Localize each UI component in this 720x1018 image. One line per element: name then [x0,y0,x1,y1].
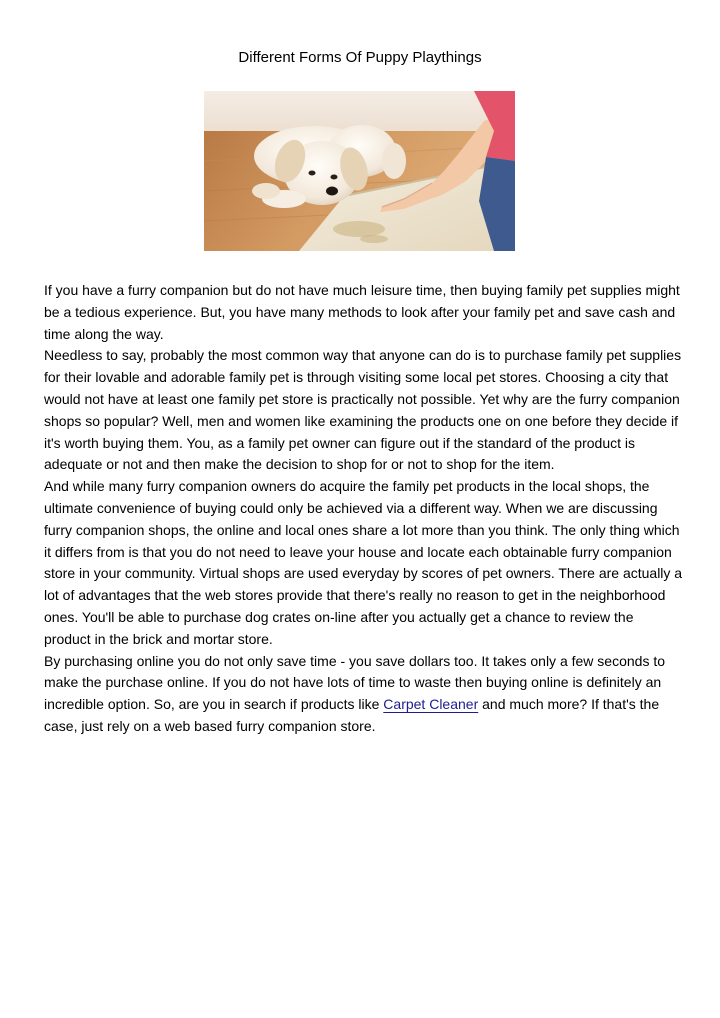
article-paragraph-4-end: and much more? If that's the case, just rely on a web based furry companion store. [44,696,660,734]
puppy-photo-icon [204,91,515,251]
carpet-cleaner-link[interactable]: Carpet Cleaner [383,696,479,713]
article-body [44,280,684,738]
article-paragraph-4-start: By purchasing online you do not only save time - you save dollars too. It takes only a few seconds to make the purchase online. If you do not have lots of time to waste then buying online is definitely an incredible option. So, are you in search if products like [44,652,666,713]
article-paragraph-4 [44,651,684,738]
page-title: Different Forms Of Puppy Playthings [238,49,482,66]
article-paragraph-1: If you have a furry companion but do not have much leisure time, then buying family pet supplies might be a tedious experience. But, you have many methods to look after your family pet and save cash and time along the way. [44,282,680,342]
article-paragraph-2: Needless to say, probably the most common way that anyone can do is to purchase family pet supplies for their lovable and adorable family pet is through visiting some local pet stores. Choosing a city that would not have at least one family pet store is practically not possible. Yet why are the furry companion shops so popular? Well, men and women like examining the products one on one before they decide if it's worth buying them. You, as a family pet owner can figure out if the standard of the product is adequate or not and then make the decision to shop for or not to shop for the item. [44,347,682,473]
puppy-photo [204,91,515,251]
article-paragraph-3: And while many furry companion owners do acquire the family pet products in the local shops, the ultimate convenience of buying could only be achieved via a different way. When we are discussing furry companion shops, the online and local ones share a lot more than you think. The only thing which it differs from is that you do not need to leave your house and locate each obtainable furry companion store in your community. Virtual shops are used everyday by scores of pet owners. There are actually a lot of advantages that the web stores provide that there's really no reason to get in the neighborhood ones. You'll be able to purchase dog crates on-line after you actually get a chance to review the product in the brick and mortar store. [44,478,683,647]
